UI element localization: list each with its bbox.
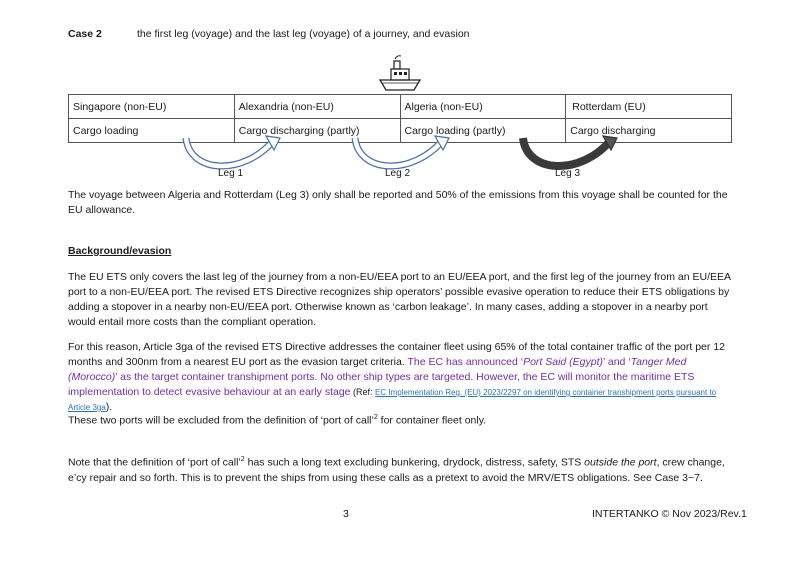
para2-text: For this reason, Article 3ga of the revised ETS Directive addresses the container fleet using 65% of the total container traffic of the port per 12 months and 300nm from a nearest EU port as the evasion target criteria.	[68, 341, 725, 368]
para4-text-a: Note that the definition of ‘port of call’	[68, 456, 241, 469]
port-name-row	[69, 95, 732, 119]
ref-open: (Ref:	[350, 387, 376, 397]
paragraph-exclusion	[68, 410, 734, 429]
ship-icon	[378, 52, 422, 94]
ref-close: ).	[105, 401, 113, 413]
para4-text-b: has such a long text excluding bunkering, drydock, distress, safety, STS	[244, 456, 585, 469]
port-name-cell: Singapore (non-EU)	[69, 95, 235, 119]
port-said-name: Port Said (Egypt)	[523, 356, 604, 368]
port-name-cell: Rotterdam (EU)	[566, 95, 732, 119]
footer-copyright: INTERTANKO © Nov 2023/Rev.1	[592, 508, 747, 520]
leg-label: Leg 1	[218, 168, 244, 179]
section-heading: Background/evasion	[68, 245, 172, 257]
para2-purple-text: ’ and ‘	[603, 356, 631, 368]
footnote-ref: 2	[373, 414, 378, 421]
voyage-note: The voyage between Algeria and Rotterdam (Leg 3) only shall be reported and 50% of the emissions from this voyage shall be counted for the EU allowance.	[68, 189, 728, 216]
curved-arrow-icon	[355, 136, 449, 166]
page-number: 3	[343, 508, 349, 520]
leg-label: Leg 3	[555, 168, 581, 179]
paragraph-carbon-leakage: The EU ETS only covers the last leg of the journey from a non-EU/EEA port to an EU/EEA port, and the first leg of the journey from an EU/EEA port to a non-EU/EEA port. The revised ETS Directive recognizes ship operators’ possible evasive operation to reduce their ETS obligations by adding a stopover in a nearby non-EU/EEA port. Otherwise known as ‘carbon leakage’. In many cases, adding a stopover in a nearby port would entail more costs than the compliant operation.	[68, 271, 731, 328]
para3-text-b: for container fleet only.	[377, 414, 487, 427]
case-title: the first leg (voyage) and the last leg (voyage) of a journey, and evasion	[137, 28, 470, 40]
port-operation-cell: Cargo discharging (partly)	[234, 119, 400, 143]
leg-arrows	[68, 134, 732, 180]
leg-label: Leg 2	[385, 168, 411, 179]
paragraph-port-of-call	[68, 452, 734, 486]
port-operation-cell: Cargo loading	[69, 119, 235, 143]
curved-arrow-icon	[186, 136, 280, 166]
case-label: Case 2	[68, 28, 102, 40]
port-name-cell: Algeria (non-EU)	[400, 95, 566, 119]
curved-arrow-icon	[523, 136, 617, 166]
para4-italic: outside the port	[584, 456, 657, 469]
port-operation-cell: Cargo loading (partly)	[400, 119, 566, 143]
regulation-link[interactable]: EC Implementation Reg. (EU) 2023/2297 on identifying container transhipment ports pursuant to Article 3ga	[68, 388, 717, 412]
para2-purple-text: ’ as the target container transhipment ports. No other ship types are targeted. However, the EC will monitor the maritime ETS implementation to detect evasive behaviour at an early stage	[68, 371, 695, 398]
para2-purple-text: The EC has announced ‘	[407, 356, 524, 368]
port-name-cell: Alexandria (non-EU)	[234, 95, 400, 119]
para4-text-c: , crew change, e’cy repair and so forth. This is to prevent the ships from using these calls as a pretext to avoid the MRV/ETS obligations. See Case 3~7.	[68, 456, 725, 484]
paragraph-article-3ga	[68, 340, 734, 415]
footnote-ref: 2	[240, 456, 245, 463]
port-operation-cell: Cargo discharging	[566, 119, 732, 143]
para3-text-a: These two ports will be excluded from the definition of ‘port of call’	[68, 414, 374, 427]
tanger-med-name: Tanger Med (Morocco)	[68, 356, 687, 383]
